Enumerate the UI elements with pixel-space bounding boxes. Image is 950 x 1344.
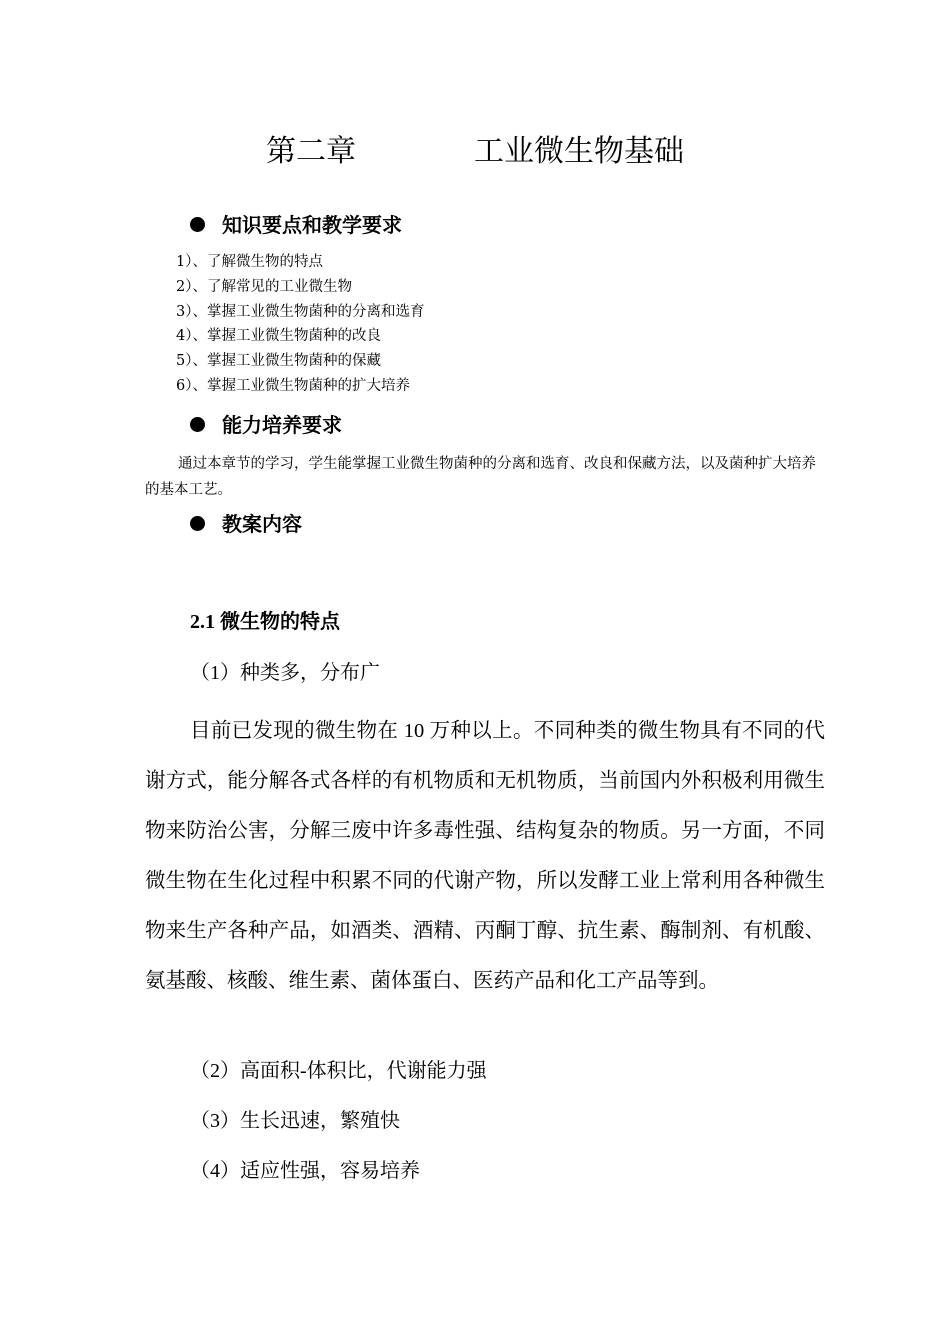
subsection-heading: 2.1 微生物的特点 (190, 611, 340, 633)
section-heading-content: 教案内容 (190, 511, 302, 537)
list-item: 3）、掌握工业微生物菌种的分离和选育 (176, 303, 425, 320)
bullet-icon (190, 417, 205, 432)
chapter-name: 工业微生物基础 (474, 134, 684, 169)
bullet-icon (190, 516, 205, 531)
list-item: 4）、掌握工业微生物菌种的改良 (176, 328, 381, 345)
list-item: 2）、了解常见的工业微生物 (176, 278, 352, 295)
point-1: （1）种类多，分布广 (190, 662, 380, 684)
section-heading-ability: 能力培养要求 (190, 412, 342, 438)
ability-paragraph: 通过本章节的学习，学生能掌握工业微生物菌种的分离和选育、改良和保藏方法，以及菌种扩大培养的基本工艺。 (145, 456, 816, 498)
body-paragraph: 目前已发现的微生物在 10 万种以上。不同种类的微生物具有不同的代谢方式，能分解各式各样的有机物质和无机物质，当前国内外积极利用微生物来防治公害，分解三废中许多毒性强、结构复杂的物质。另一方面，不同微生物在生化过程中积累不同的代谢产物，所以发酵工业上常利用各种微生物来生产各种产品，如酒类、酒精、丙酮丁醇、抗生素、酶制剂、有机酸、氨基酸、核酸、维生素、菌体蛋白、医药产品和化工产品等到。 (145, 720, 825, 992)
point-3: （3）生长迅速，繁殖快 (190, 1110, 400, 1132)
chapter-title (0, 132, 950, 172)
chapter-number: 第二章 (266, 134, 356, 169)
section-heading-knowledge: 知识要点和教学要求 (190, 212, 402, 238)
list-item: 1）、了解微生物的特点 (176, 254, 323, 270)
point-4: （4）适应性强，容易培养 (190, 1160, 420, 1182)
requirements-list (176, 250, 424, 399)
list-item: 6）、掌握工业微生物菌种的扩大培养 (176, 377, 410, 394)
point-2: （2）高面积-体积比，代谢能力强 (190, 1060, 487, 1082)
list-item: 5）、掌握工业微生物菌种的保藏 (176, 353, 381, 370)
bullet-icon (190, 217, 205, 232)
